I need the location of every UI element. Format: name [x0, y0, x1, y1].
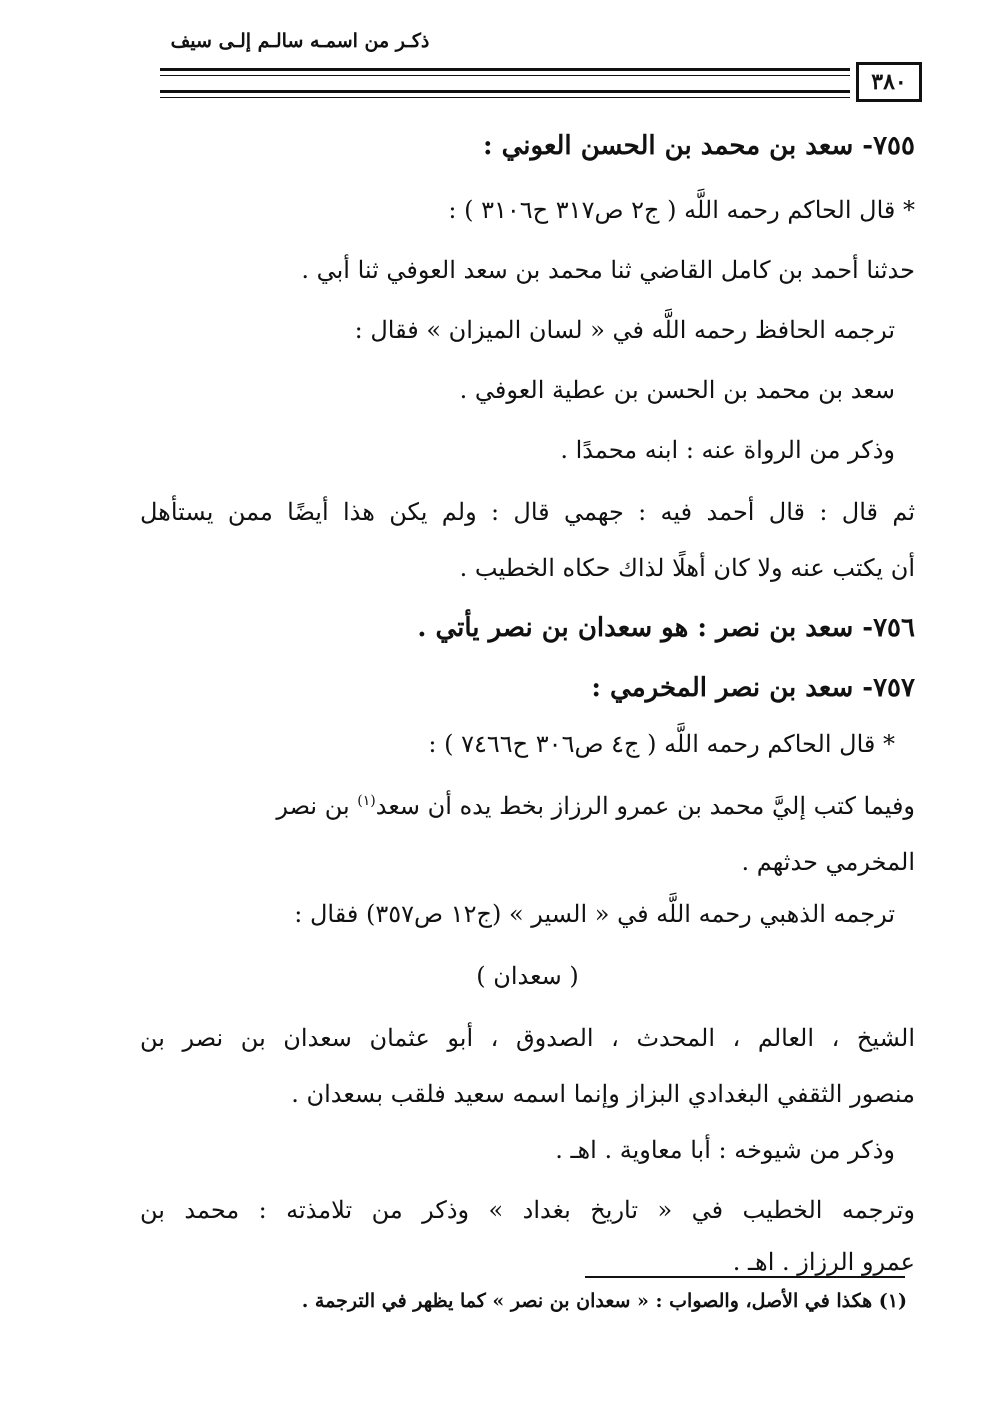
paragraph-razzaz-text-a: وفيما كتب إليَّ محمد بن عمرو الرزاز بخط يده أن سعد: [375, 792, 915, 820]
paragraph-hakim-1: * قال الحاكم رحمه اللَّه ( ج٢ ص٣١٧ ح٣١٠٦ ) :: [448, 196, 915, 224]
paragraph-jahmi-line2: أن يكتب عنه ولا كان أهلًا لذاك حكاه الخطيب .: [459, 554, 915, 582]
siyar-entry-title: ( سعدان ): [476, 962, 579, 990]
paragraph-ruwat: وذكر من الرواة عنه : ابنه محمدًا .: [560, 436, 895, 464]
entry-heading-755: ٧٥٥- سعد بن محمد بن الحسن العوني :: [482, 131, 915, 161]
paragraph-nasab: سعد بن محمد بن الحسن بن عطية العوفي .: [459, 376, 895, 404]
paragraph-razzaz-line1: [140, 778, 915, 834]
header-rule-thick: [160, 68, 850, 71]
entry-heading-757: ٧٥٧- سعد بن نصر المخرمي :: [591, 673, 915, 703]
paragraph-lisan: ترجمه الحافظ رحمه اللَّه في « لسان الميزان » فقال :: [354, 316, 895, 344]
paragraph-razzaz-text-b: بن نصر: [276, 792, 358, 820]
footnote-1: (١) هكذا في الأصل، والصواب : « سعدان بن نصر » كما يظهر في الترجمة .: [301, 1290, 907, 1312]
paragraph-hakim-2: * قال الحاكم رحمه اللَّه ( ج٤ ص٣٠٦ ح٧٤٦٦ ) :: [428, 730, 895, 758]
footnote-separator: [585, 1276, 905, 1278]
running-header-title: ذكـر من اسمـه سالـم إلـى سيف: [170, 30, 430, 52]
header-rule-thin-1: [160, 75, 850, 76]
paragraph-shaykh-line1: الشيخ ، العالم ، المحدث ، الصدوق ، أبو عثمان سعدان بن نصر بن: [140, 1024, 915, 1052]
paragraph-hadathana: حدثنا أحمد بن كامل القاضي ثنا محمد بن سعد العوفي ثنا أبي .: [301, 256, 915, 284]
paragraph-khatib-line2: عمرو الرزاز . اهـ .: [732, 1248, 915, 1276]
header-rule-thick-2: [160, 90, 850, 93]
paragraph-jahmi-line1: ثم قال : قال أحمد فيه : جهمي قال : ولم يكن هذا أيضًا ممن يستأهل: [140, 498, 915, 526]
paragraph-siyar: ترجمه الذهبي رحمه اللَّه في « السير » (ج١٢ ص٣٥٧) فقال :: [294, 900, 895, 928]
footnote-ref-1[interactable]: (١): [357, 793, 376, 809]
page-number: ٣٨٠: [856, 62, 922, 102]
paragraph-shuyukh: وذكر من شيوخه : أبا معاوية . اهـ .: [555, 1136, 895, 1164]
entry-heading-756: ٧٥٦- سعد بن نصر : هو سعدان بن نصر يأتي .: [417, 613, 915, 643]
paragraph-khatib-line1: وترجمه الخطيب في « تاريخ بغداد » وذكر من تلامذته : محمد بن: [140, 1196, 915, 1224]
paragraph-shaykh-line2: منصور الثقفي البغدادي البزاز وإنما اسمه سعيد فلقب بسعدان .: [291, 1080, 915, 1108]
header-rule-thin-2: [160, 97, 850, 98]
paragraph-razzaz-line2: المخرمي حدثهم .: [741, 848, 915, 876]
